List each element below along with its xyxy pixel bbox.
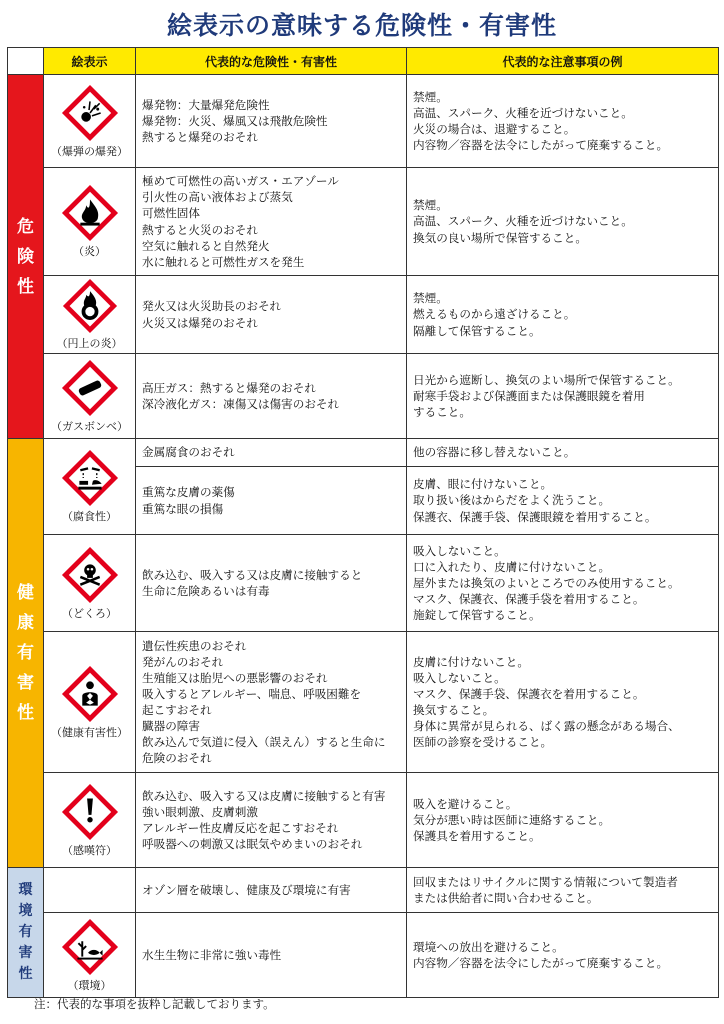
table-row bbox=[8, 535, 719, 632]
hazards-cell: 水生生物に非常に強い毒性 bbox=[136, 913, 407, 998]
flame-over-circle-icon bbox=[62, 278, 118, 334]
table-row bbox=[8, 168, 719, 276]
table-row bbox=[8, 276, 719, 354]
page-title: 絵表示の意味する危険性・有害性 bbox=[166, 11, 557, 40]
pictogram-cell: （炎） bbox=[44, 168, 136, 276]
precautions-cell: 禁煙。 燃えるものから遠ざけること。 隔離して保管すること。 bbox=[407, 276, 719, 354]
pictogram-cell: （環境） bbox=[44, 913, 136, 998]
table-row bbox=[8, 354, 719, 439]
footnote: 注：代表的な事項を抜粋し記載しております。 bbox=[34, 997, 275, 1011]
hazards-cell: オゾン層を破壊し、健康及び環境に有害 bbox=[136, 868, 407, 913]
exploding-bomb-icon bbox=[61, 84, 119, 142]
gas-cylinder-icon bbox=[61, 359, 119, 417]
hazards-cell: 重篤な皮膚の薬傷 重篤な眼の損傷 bbox=[136, 467, 407, 535]
health-hazard-icon bbox=[61, 665, 119, 723]
ghs-table bbox=[7, 47, 719, 998]
pictogram-cell: （健康有害性） bbox=[44, 632, 136, 773]
exclamation-mark-icon bbox=[61, 783, 119, 841]
flame-icon bbox=[61, 184, 119, 242]
table-row bbox=[8, 439, 719, 467]
table-row bbox=[8, 75, 719, 168]
table-row bbox=[8, 868, 719, 913]
pictogram-cell: （ガスボンベ） bbox=[44, 354, 136, 439]
hazards-cell: 高圧ガス：熱すると爆発のおそれ 深冷液化ガス：凍傷又は傷害のおそれ bbox=[136, 354, 407, 439]
corrosion-icon bbox=[61, 449, 119, 507]
table-row bbox=[8, 773, 719, 868]
header-row bbox=[8, 48, 719, 75]
table-row bbox=[8, 913, 719, 998]
pictogram-cell: （円上の炎） bbox=[44, 276, 136, 354]
precautions-cell: 禁煙。 高温、スパーク、火種を近づけないこと。 火災の場合は、退避すること。 内容物／容器を法令にしたがって廃棄すること。 bbox=[407, 75, 719, 168]
pictogram-cell: （感嘆符） bbox=[44, 773, 136, 868]
pictogram-cell: （爆弾の爆発） bbox=[44, 75, 136, 168]
environment-icon bbox=[61, 918, 119, 976]
hazards-cell: 極めて可燃性の高いガス・エアゾール 引火性の高い液体および蒸気 可燃性固体 熱すると火災のおそれ 空気に触れると自然発火 水に触れると可燃性ガスを発生 bbox=[136, 168, 407, 276]
pictogram-cell: （どくろ） bbox=[44, 535, 136, 632]
precautions-cell: 禁煙。 高温、スパーク、火種を近づけないこと。 換気の良い場所で保管すること。 bbox=[407, 168, 719, 276]
hazards-cell: 飲み込む、吸入する又は皮膚に接触すると 生命に危険あるいは有毒 bbox=[136, 535, 407, 632]
precautions-cell: 吸入を避けること。 気分が悪い時は医師に連絡すること。 保護具を着用すること。 bbox=[407, 773, 719, 868]
hazards-cell: 遺伝性疾患のおそれ 発がんのおそれ 生殖能又は胎児への悪影響のおそれ 吸入するとアレルギー、喘息、呼吸困難を 起こすおそれ 臓器の障害 飲み込んで気道に侵入（誤えん）すると生命に 危険のおそれ bbox=[136, 632, 407, 773]
precautions-cell: 他の容器に移し替えないこと。 bbox=[407, 439, 719, 467]
precautions-cell: 吸入しないこと。 口に入れたり、皮膚に付けないこと。 屋外または換気のよいところでのみ使用すること。 マスク、保護衣、保護手袋を着用すること。 施錠して保管すること。 bbox=[407, 535, 719, 632]
table-row bbox=[8, 632, 719, 773]
precautions-cell: 皮膚、眼に付けないこと。 取り扱い後はからだをよく洗うこと。 保護衣、保護手袋、保護眼鏡を着用すること。 bbox=[407, 467, 719, 535]
precautions-cell: 皮膚に付けないこと。 吸入しないこと。 マスク、保護手袋、保護衣を着用すること。 換気すること。 身体に異常が見られる、ばく露の懸念がある場合、 医師の診察を受けること。 bbox=[407, 632, 719, 773]
precautions-cell: 日光から遮断し、換気のよい場所で保管すること。 耐寒手袋および保護面または保護眼鏡を着用 すること。 bbox=[407, 354, 719, 439]
category-environment: 環 境 有 害 性 bbox=[8, 868, 44, 998]
header-pictogram: 絵表示 bbox=[44, 48, 136, 75]
category-health: 健 康 有 害 性 bbox=[8, 439, 44, 868]
header-precautions: 代表的な注意事項の例 bbox=[407, 48, 719, 75]
precautions-cell: 環境への放出を避けること。 内容物／容器を法令にしたがって廃棄すること。 bbox=[407, 913, 719, 998]
skull-crossbones-icon bbox=[61, 546, 119, 604]
pictogram-cell: （腐食性） bbox=[44, 439, 136, 535]
category-danger: 危 険 性 bbox=[8, 75, 44, 439]
hazards-cell: 爆発物：大量爆発危険性 爆発物：火災、爆風又は飛散危険性 熱すると爆発のおそれ bbox=[136, 75, 407, 168]
header-hazards: 代表的な危険性・有害性 bbox=[136, 48, 407, 75]
header-blank bbox=[8, 48, 44, 75]
hazards-cell: 金属腐食のおそれ bbox=[136, 439, 407, 467]
precautions-cell: 回収またはリサイクルに関する情報について製造者 または供給者に問い合わせること。 bbox=[407, 868, 719, 913]
pictogram-cell-empty bbox=[44, 868, 136, 913]
hazards-cell: 発火又は火災助長のおそれ 火災又は爆発のおそれ bbox=[136, 276, 407, 354]
hazards-cell: 飲み込む、吸入する又は皮膚に接触すると有害 強い眼刺激、皮膚刺激 アレルギー性皮膚反応を起こすおそれ 呼吸器への刺激又は眠気やめまいのおそれ bbox=[136, 773, 407, 868]
